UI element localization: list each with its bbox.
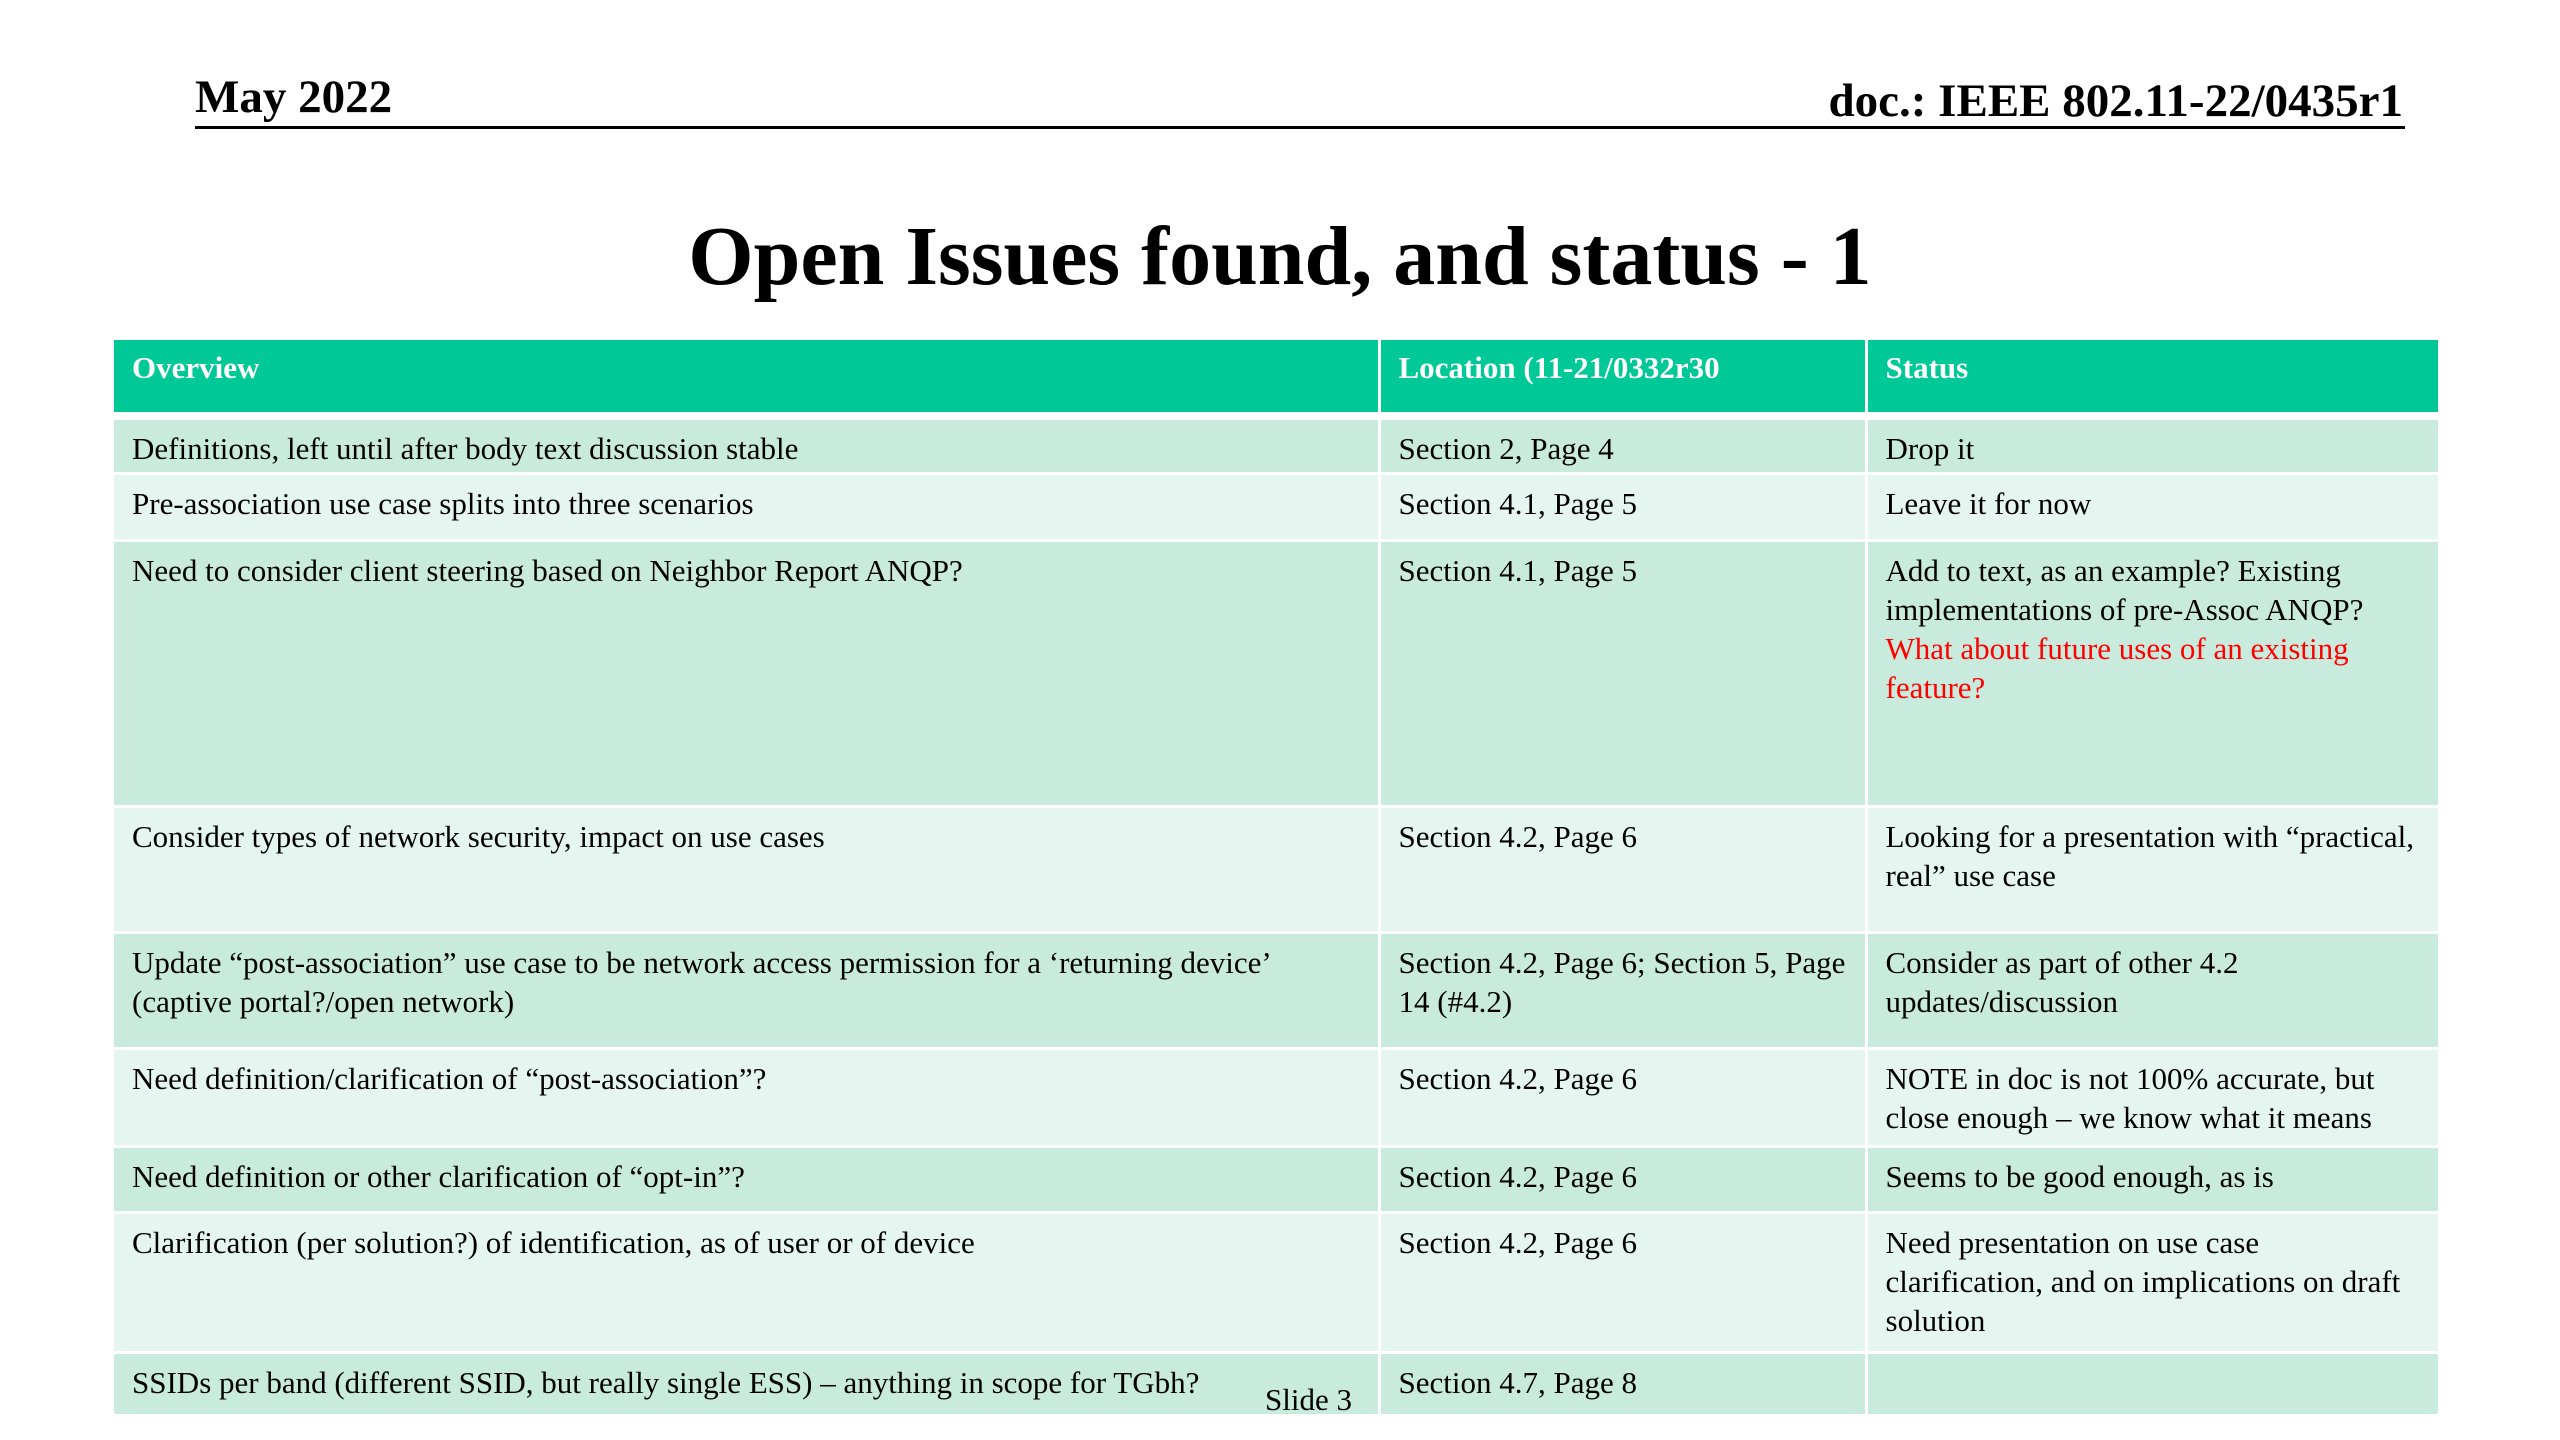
- header-date: May 2022: [195, 71, 393, 123]
- location-cell: Section 4.2, Page 6: [1379, 1212, 1866, 1352]
- open-issues-table: [114, 340, 2438, 1417]
- status-cell: [1866, 1352, 2438, 1415]
- location-cell: Section 2, Page 4: [1379, 416, 1866, 473]
- table-row: [114, 932, 2438, 1048]
- slide-number: Slide 3: [1265, 1382, 1352, 1417]
- status-cell: Looking for a presentation with “practical, real” use case: [1866, 806, 2438, 932]
- overview-cell: Consider types of network security, impact on use cases: [114, 806, 1379, 932]
- location-cell: Section 4.1, Page 5: [1379, 540, 1866, 806]
- status-cell: Seems to be good enough, as is: [1866, 1146, 2438, 1212]
- table-row: [114, 416, 2438, 473]
- overview-cell: Definitions, left until after body text discussion stable: [114, 416, 1379, 473]
- overview-cell: Clarification (per solution?) of identification, as of user or of device: [114, 1212, 1379, 1352]
- location-cell: Section 4.7, Page 8: [1379, 1352, 1866, 1415]
- location-cell: Section 4.2, Page 6: [1379, 1048, 1866, 1146]
- status-text: Add to text, as an example? Existing implementations of pre-Assoc ANQP?: [1885, 552, 2364, 627]
- overview-cell: Need to consider client steering based on Neighbor Report ANQP?: [114, 540, 1379, 806]
- status-cell: Need presentation on use case clarification, and on implications on draft solution: [1866, 1212, 2438, 1352]
- column-header-location: Location (11-21/0332r30: [1379, 340, 1866, 416]
- overview-cell: Need definition or other clarification of “opt-in”?: [114, 1146, 1379, 1212]
- overview-cell: SSIDs per band (different SSID, but really single ESS) – anything in scope for TGbh?: [114, 1352, 1379, 1415]
- table-row: [114, 1146, 2438, 1212]
- table-row: [114, 473, 2438, 540]
- overview-cell: Need definition/clarification of “post-association”?: [114, 1048, 1379, 1146]
- table-row: [114, 540, 2438, 806]
- location-cell: Section 4.2, Page 6: [1379, 1146, 1866, 1212]
- column-header-status: Status: [1866, 340, 2438, 416]
- table-header-row: [114, 340, 2438, 416]
- location-cell: Section 4.2, Page 6; Section 5, Page 14 (#4.2): [1379, 932, 1866, 1048]
- overview-cell: Update “post-association” use case to be network access permission for a ‘returning device’ (captive portal?/open network): [114, 932, 1379, 1048]
- status-note-red: What about future uses of an existing feature?: [1885, 630, 2349, 705]
- location-cell: Section 4.2, Page 6: [1379, 806, 1866, 932]
- location-cell: Section 4.1, Page 5: [1379, 473, 1866, 540]
- table-row: [114, 1048, 2438, 1146]
- overview-cell: Pre-association use case splits into three scenarios: [114, 473, 1379, 540]
- table-row: [114, 806, 2438, 932]
- status-cell: Consider as part of other 4.2 updates/discussion: [1866, 932, 2438, 1048]
- header-divider: [195, 126, 2405, 129]
- table-row: [114, 1212, 2438, 1352]
- slide-title: Open Issues found, and status - 1: [688, 210, 1872, 303]
- status-cell: Drop it: [1866, 416, 2438, 473]
- header-doc-number: doc.: IEEE 802.11-22/0435r1: [1828, 75, 2403, 127]
- status-cell: [1866, 540, 2438, 806]
- status-cell: Leave it for now: [1866, 473, 2438, 540]
- column-header-overview: Overview: [114, 340, 1379, 416]
- status-cell: NOTE in doc is not 100% accurate, but close enough – we know what it means: [1866, 1048, 2438, 1146]
